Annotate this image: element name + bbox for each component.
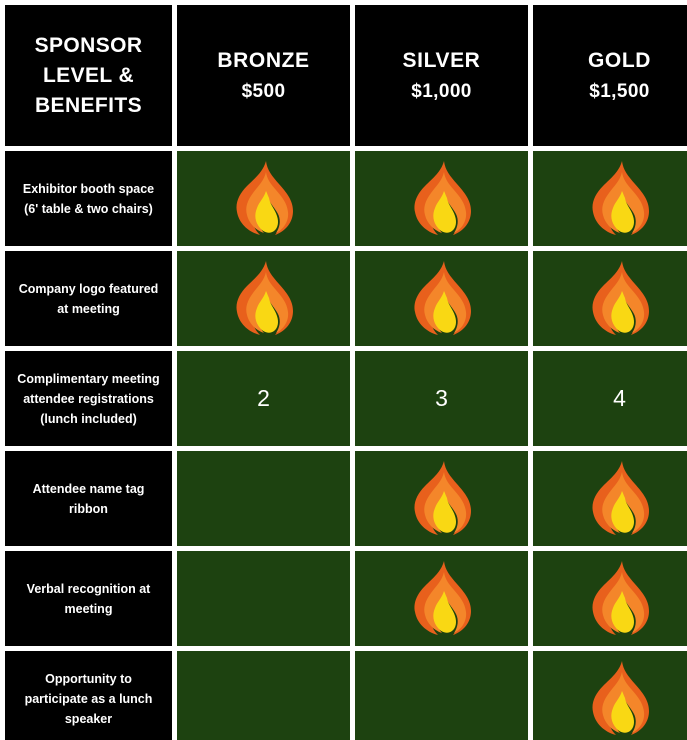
benefit-value-gold [533,351,687,446]
registration-count: 4 [613,385,626,411]
flame-icon [177,251,350,346]
benefit-value-gold [533,551,687,646]
tier-price-bronze: $500 [241,80,286,102]
benefit-value-gold [533,251,687,346]
flame-icon [533,651,687,740]
flame-icon [533,451,687,546]
tier-name-bronze: BRONZE [217,48,310,72]
flame-icon [533,551,687,646]
table-header [5,5,687,146]
flame-icon [355,251,528,346]
header-sponsor-level-benefits: SPONSOR LEVEL & BENEFITS [5,5,172,146]
table-header-row [5,5,687,146]
table-row [5,151,687,246]
header-tier-silver [355,5,528,146]
benefit-label: Attendee name tag ribbon [5,451,172,546]
flame-icon [355,451,528,546]
benefit-value-silver [355,551,528,646]
table-row [5,451,687,546]
benefit-value-silver [355,451,528,546]
table-row [5,251,687,346]
flame-icon [177,151,350,246]
benefit-value-gold [533,451,687,546]
benefit-label: Opportunity to participate as a lunch speaker [5,651,172,740]
benefit-value-bronze [177,251,350,346]
flame-icon [533,251,687,346]
table-body [5,151,687,740]
tier-price-gold: $1,500 [589,80,650,102]
benefit-value-gold [533,151,687,246]
benefit-value-bronze [177,351,350,446]
benefit-label: Verbal recognition at meeting [5,551,172,646]
benefit-value-bronze [177,451,350,546]
tier-name-gold: GOLD [587,48,652,72]
benefit-value-silver [355,151,528,246]
registration-count: 3 [435,385,448,411]
tier-price-silver: $1,000 [411,80,472,102]
benefit-value-bronze [177,551,350,646]
table-row [5,651,687,740]
registration-count: 2 [257,385,270,411]
header-tier-bronze [177,5,350,146]
benefit-value-gold [533,651,687,740]
benefit-value-silver [355,251,528,346]
benefit-label: Company logo featured at meeting [5,251,172,346]
benefit-label: Exhibitor booth space (6' table & two chairs) [5,151,172,246]
benefit-value-silver [355,351,528,446]
benefit-label: Complimentary meeting attendee registrations (lunch included) [5,351,172,446]
benefit-value-bronze [177,651,350,740]
flame-icon [533,151,687,246]
flame-icon [355,151,528,246]
tier-name-silver: SILVER [402,48,481,72]
table-row [5,551,687,646]
flame-icon [355,551,528,646]
benefit-value-bronze [177,151,350,246]
table-row [5,351,687,446]
header-tier-gold [533,5,687,146]
benefit-value-silver [355,651,528,740]
